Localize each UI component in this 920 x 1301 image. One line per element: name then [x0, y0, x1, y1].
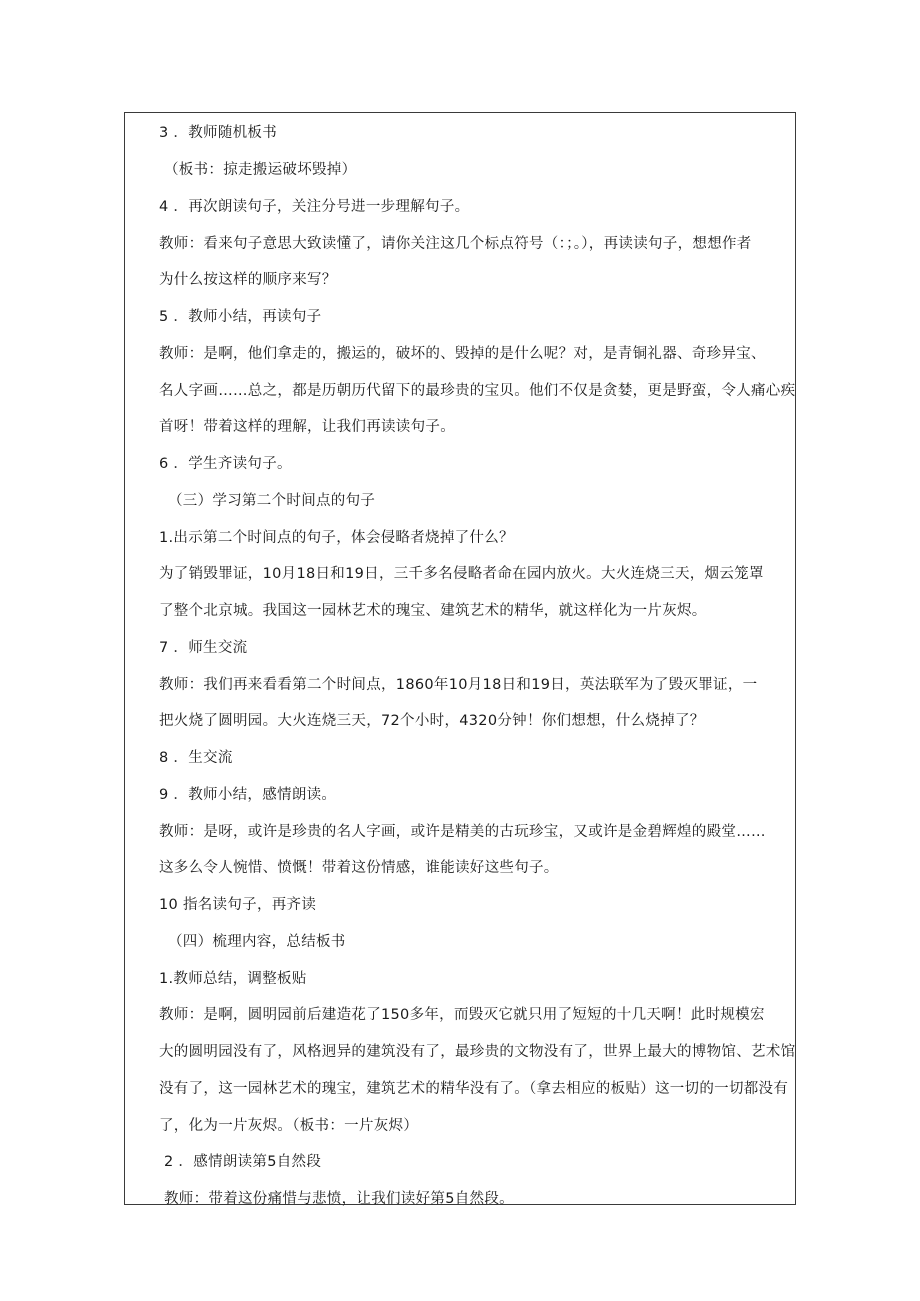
step-6-heading: 6 ．学生齐读句子。	[159, 456, 292, 472]
subsection-1-heading: 1.教师总结，调整板贴	[159, 971, 307, 987]
teacher-conclusion-cont: 大的圆明园没有了，风格迥异的建筑没有了，最珍贵的文物没有了，世界上最大的博物馆、艺术馆	[159, 1044, 796, 1060]
teacher-question: 教师：我们再来看看第二个时间点，1860年10月18日和19日，英法联军为了毁灭罪证，一	[159, 677, 758, 693]
quoted-passage: 为了销毁罪证，10月18日和19日，三千多名侵略者命在园内放火。大火连烧三天，烟云笼罩	[159, 566, 764, 582]
step-4-heading: 4 ．再次朗读句子，关注分号进一步理解句子。	[159, 199, 470, 215]
quoted-passage-cont: 了整个北京城。我国这一园林艺术的瑰宝、建筑艺术的精华，就这样化为一片灰烬。	[159, 603, 707, 619]
section-3-heading: （三）学习第二个时间点的句子	[168, 493, 376, 509]
section-4-heading: （四）梳理内容，总结板书	[168, 934, 346, 950]
board-note: （板书：掠走搬运破坏毁掉）	[164, 162, 357, 178]
teacher-conclusion-cont: 没有了，这一园林艺术的瑰宝，建筑艺术的精华没有了。（拿去相应的板贴）这一切的一切都没有	[159, 1081, 789, 1097]
step-7-heading: 7 ．师生交流	[159, 640, 248, 656]
step-3-heading: 3 ．教师随机板书	[159, 125, 278, 141]
teacher-conclusion-cont: 了，化为一片灰烬。（板书：一片灰烬）	[159, 1118, 419, 1134]
teacher-reflection-cont: 这多么令人惋惜、愤慨！带着这份情感，谁能读好这些句子。	[159, 860, 559, 876]
step-10-heading: 10 指名读句子，再齐读	[159, 897, 317, 913]
teacher-remark-cont: 为什么按这样的顺序来写？	[159, 272, 337, 288]
subsection-2-heading: 2 ．感情朗读第5自然段	[164, 1154, 322, 1170]
subsection-1-heading: 1.出示第二个时间点的句子，体会侵略者烧掉了什么？	[159, 530, 514, 546]
step-5-heading: 5 ．教师小结，再读句子	[159, 309, 322, 325]
step-9-heading: 9 ．教师小结，感情朗读。	[159, 787, 337, 803]
teacher-summary-cont: 名人字画……总之，都是历朝历代留下的最珍贵的宝贝。他们不仅是贪婪，更是野蛮，令人痛心疾	[159, 383, 796, 399]
teacher-reflection: 教师：是呀，或许是珍贵的名人字画，或许是精美的古玩珍宝，又或许是金碧辉煌的殿堂……	[159, 824, 766, 840]
teacher-summary: 教师：是啊，他们拿走的，搬运的，破坏的、毁掉的是什么呢？对，是青铜礼器、奇珍异宝、	[159, 346, 766, 362]
teacher-remark: 教师：看来句子意思大致读懂了，请你关注这几个标点符号（：；。），再读读句子，想想作者	[159, 236, 752, 252]
step-8-heading: 8 ．生交流	[159, 750, 233, 766]
teacher-summary-cont: 首呀！带着这样的理解，让我们再读读句子。	[159, 419, 455, 435]
teacher-closing: 教师：带着这份痛惜与悲愤，让我们读好第5自然段。	[164, 1191, 514, 1207]
teacher-conclusion: 教师：是啊，圆明园前后建造花了150多年，而毁灭它就只用了短短的十几天啊！此时规模宏	[159, 1007, 765, 1023]
teacher-question-cont: 把火烧了圆明园。大火连烧三天，72个小时，4320分钟！你们想想，什么烧掉了？	[159, 713, 705, 729]
